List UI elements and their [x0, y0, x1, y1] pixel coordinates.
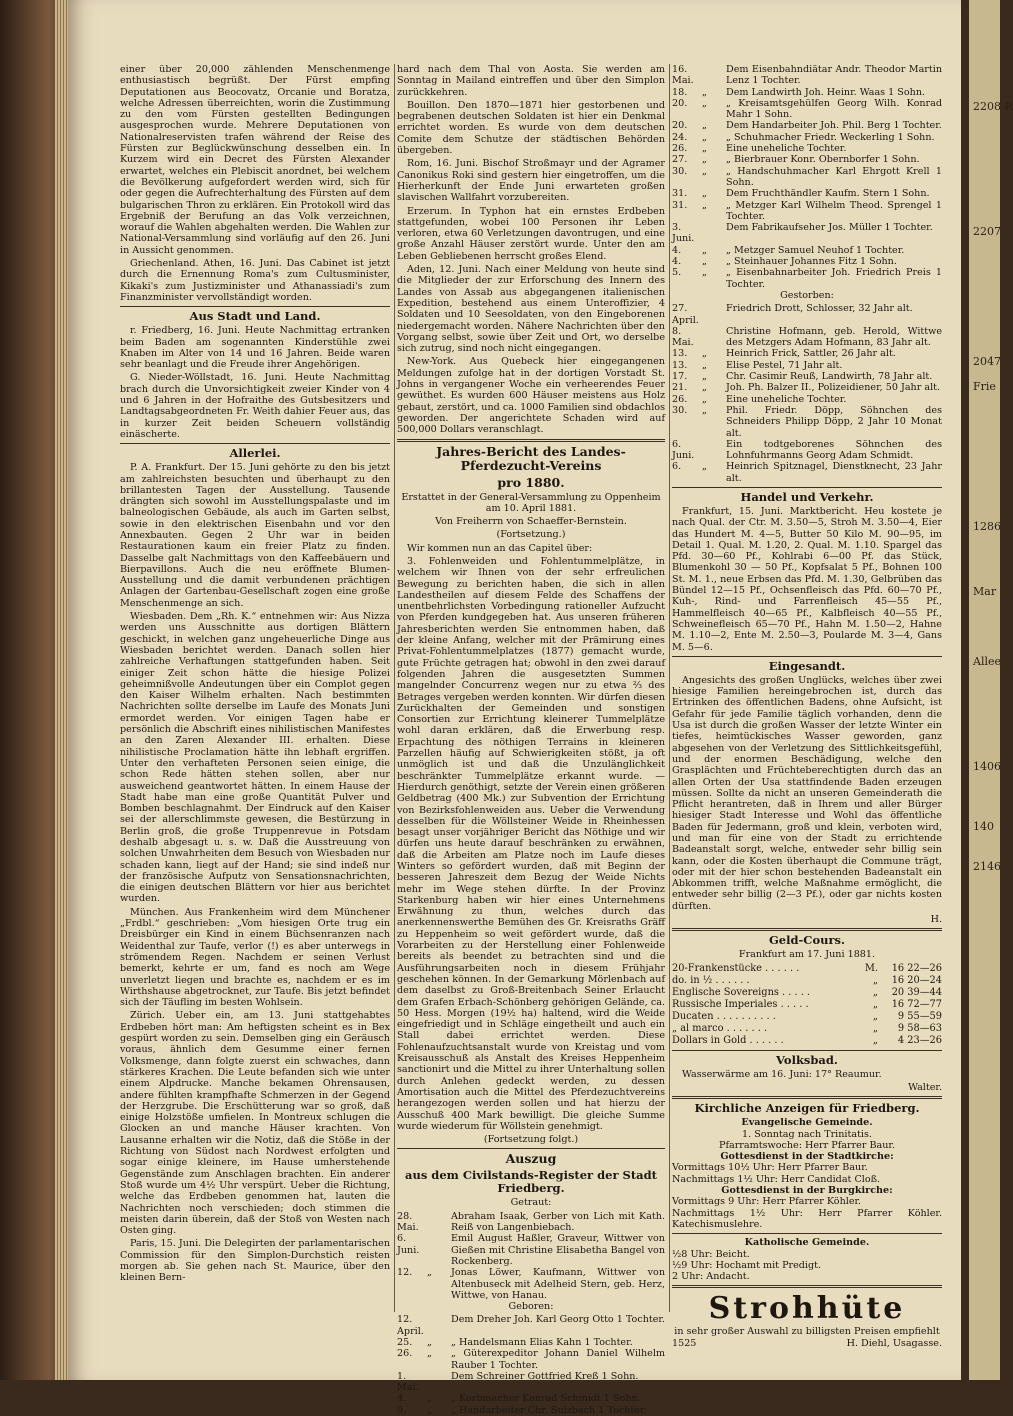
- entry-month-mark: „: [702, 256, 707, 268]
- article-text: hard nach dem Thal von Aosta. Sie werden am Sonntag in Mailand eintreffen und über den Simplon zurückkehren.: [397, 64, 665, 98]
- exchange-rate-table: [672, 963, 942, 1047]
- entry-date: 6. Juni.: [672, 438, 695, 462]
- adjacent-page-fragment: 140: [973, 820, 994, 833]
- entry-text: Dem Schreiner Gottfried Kreß 1 Sohn.: [451, 1370, 639, 1382]
- service-line: 2 Uhr: Andacht.: [672, 1271, 750, 1283]
- service-line: Gottesdienst in der Stadtkirche:: [720, 1151, 894, 1163]
- entry-text: „ Handelsmann Elias Kahn 1 Tochter.: [451, 1336, 633, 1348]
- register-entry: [672, 188, 942, 199]
- register-entry: [672, 132, 942, 143]
- entry-date: 12. April.: [397, 1314, 424, 1337]
- divider: [672, 1285, 942, 1288]
- register-entry: [672, 200, 942, 223]
- entry-date: 16. Mai.: [672, 64, 694, 87]
- entry-date: 28. Mai.: [397, 1210, 419, 1234]
- entry-month-mark: „: [702, 461, 707, 473]
- entry-text: Dem Dreher Joh. Karl Georg Otto 1 Tochter.: [451, 1314, 665, 1326]
- subheading: Evangelische Gemeinde.: [741, 1117, 873, 1129]
- entry-month-mark: „: [702, 393, 707, 405]
- adjacent-page-fragment: 1406: [973, 760, 1001, 773]
- entry-text: „ Metzger Samuel Neuhof 1 Tochter.: [726, 244, 905, 256]
- divider: [672, 656, 942, 657]
- register-entry: [397, 1371, 665, 1394]
- register-entry: [672, 360, 942, 371]
- entry-month-mark: „: [702, 267, 707, 279]
- register-entry: [672, 222, 942, 245]
- register-subtitle: aus dem Civilstands-Register der Stadt Friedberg.: [405, 1168, 657, 1196]
- entry-month-mark: [702, 303, 726, 326]
- entry-date: 20.: [672, 120, 688, 132]
- register-entry: [672, 98, 942, 121]
- entry-month-mark: „: [702, 165, 707, 177]
- entry-month-mark: „: [427, 1404, 432, 1416]
- register-entry: [397, 1393, 665, 1404]
- entry-text: Christine Hofmann, geb. Herold, Wittwe des Metzgers Adam Hofmann, 83 Jahr alt.: [726, 325, 942, 349]
- exchange-rate-row: [672, 987, 942, 999]
- exchange-subtitle: Frankfurt am 17. Juni 1881.: [738, 949, 876, 961]
- register-entry: [672, 64, 942, 87]
- entry-month-mark: „: [427, 1336, 432, 1348]
- entry-date: 5.: [672, 267, 682, 279]
- register-section-label: Getraut:: [510, 1197, 552, 1209]
- entry-date: 6.: [672, 461, 682, 473]
- entry-date: 26.: [672, 143, 688, 155]
- entry-date: 20.: [672, 97, 688, 109]
- register-entry: [672, 439, 942, 462]
- entry-text: „ Eisenbahnarbeiter Joh. Friedrich Preis 1 Tochter.: [726, 267, 942, 290]
- article-text: Aden, 12. Juni. Nach einer Meldung von heute sind die Mitglieder der zur Erforschung des Innern des Landes von Assab aus abgegangenen italienischen Expedition, bestehend aus einem Unteroffizier, 4 Soldaten und 10 Seesoldaten, von den Eingeborenen niedergemacht worden. Nähere Nachrichten über den Vorgang selbst, sowie über Zeit und Ort, wo derselbe sich zutrug, sind noch nicht eingegangen.: [397, 264, 665, 355]
- service-line: ½9 Uhr: Hochamt mit Predigt.: [672, 1259, 822, 1271]
- currency-rate: 9 58—63: [897, 1022, 942, 1034]
- advertisement-signature: H. Diehl, Usagasse.: [846, 1337, 942, 1349]
- currency-rate: 16 22—26: [891, 962, 942, 974]
- divider: [672, 1096, 942, 1099]
- currency-name: Ducaten . . . . . . . . . .: [672, 1010, 776, 1022]
- adjacent-page-fragment: 2047: [973, 355, 1001, 368]
- adjacent-page-fragment: Mar: [973, 585, 997, 598]
- currency-unit: „: [872, 974, 878, 986]
- entry-text: „ Handschuhmacher Karl Ehrgott Krell 1 Sohn.: [726, 165, 942, 188]
- entry-month-mark: [427, 1211, 451, 1234]
- register-entry: [672, 154, 942, 165]
- entry-text: Heinrich Frick, Sattler, 26 Jahr alt.: [726, 348, 896, 360]
- entry-text: Jonas Löwer, Kaufmann, Wittwer von Altenbuseck mit Adelheid Stern, geb. Herz, Wittwe, von Hanau.: [451, 1267, 665, 1301]
- currency-name: „ al marco . . . . . . .: [672, 1022, 768, 1034]
- entry-text: „ Schuhmacher Friedr. Weckerling 1 Sohn.: [726, 131, 935, 143]
- entry-text: Dem Handarbeiter Joh. Phil. Berg 1 Tochter.: [726, 120, 942, 132]
- adjacent-page-fragment: Allee: [973, 655, 1001, 668]
- entry-text: Chr. Casimir Reuß, Landwirth, 78 Jahr alt.: [726, 371, 933, 383]
- article-text: Rom, 16. Juni. Bischof Stroßmayr und der Agramer Canonikus Roki sind gestern hier eingetroffen, um die Hierherkunft der Ende Juni erwarteten großen slavischen Wallfahrt vorzubereiten.: [397, 158, 665, 204]
- article-text: Angesichts des großen Unglücks, welches über zwei hiesige Familien hereingebrochen ist, durch das Ertrinken des öffentlichen Badens, ohne Aufsicht, ist Gefahr für jede Familie täglich vorhanden, denn die Usa ist durch die großen Wasser der letzte Winter ein tiefes, heimtückisches Wasser geworden, ganz abgesehen von der Verletzung des Sittlichkeitsgefühl, und der enormen Beschädigung, welche den Grasplächten und Früchteberechtigten durch das an allen Orten der Usa stattfindende Baden erzeugen müssen. Sollte da nicht an unseren Gemeinderath die Pflicht herantreten, daß in Ihrem und aller Bürger hiesiger Stadt Interesse und Wohl das öffentliche Baden für Jedermann, groß und klein, verboten wird, und man für eine von der Stadt zu errichtende Badeanstalt sorgt, welche, entweder sehr billig sein kann, oder die Kosten überhaupt die Commune trägt, oder mit der hier schon bestehenden Badeanstalt ein Abkommen trifft, welche Maßnahme ermöglicht, die entweder sehr billig (2—3 Pf.), oder gar nichts kosten dürften.: [672, 674, 942, 912]
- entry-date: 24.: [672, 131, 688, 143]
- register-entry: [672, 245, 942, 256]
- marriage-list: [397, 1211, 665, 1301]
- adjacent-page-fragment: 1286: [973, 520, 1001, 533]
- section-heading: Geld-Cours.: [768, 933, 846, 948]
- entry-month-mark: „: [702, 404, 707, 416]
- entry-date: 4.: [672, 256, 682, 268]
- entry-text: Abraham Isaak, Gerber von Lich mit Kath. Reiß von Langenbiebach.: [451, 1210, 665, 1234]
- service-line: Gottesdienst in der Burgkirche:: [721, 1185, 893, 1197]
- entry-month-mark: „: [427, 1393, 432, 1405]
- currency-rate: 9 55—59: [897, 1010, 942, 1022]
- exchange-rate-row: [672, 999, 942, 1011]
- continued-note: (Fortsetzung folgt.): [483, 1134, 579, 1146]
- service-line: ½8 Uhr: Beicht.: [672, 1248, 750, 1260]
- column-1: [120, 64, 390, 1286]
- report-subtitle: Erstattet in der General-Versammlung zu Oppenheim am 10. April 1881.: [401, 491, 661, 514]
- register-entry: [672, 143, 942, 154]
- section-heading: Eingesandt.: [768, 658, 846, 673]
- entry-month-mark: „: [702, 97, 707, 109]
- entry-text: „ Güterexpeditor Johann Daniel Wilhelm Rauber 1 Tochter.: [451, 1348, 665, 1371]
- entry-date: 4.: [672, 244, 682, 256]
- service-line: 1. Sonntag nach Trinitatis.: [742, 1128, 872, 1140]
- entry-month-mark: [427, 1314, 451, 1337]
- article-text: München. Aus Frankenheim wird dem Münchener „Frdbl.“ geschrieben: „Vom hiesigen Orte trug ein Dreisbürger ein Kind in einem Büchsenranzen nach Weidenthal zur Taufe, verlor (!) es aber unterwegs in strömendem Regen. Nachdem er seinen Verlust bemerkt, kehrte er um, fand es noch am Wege unverletzt liegen und brachte es, nachdem er es im Wirthshause abgetrocknet, zur Taufe. Bis jetzt befindet sich der Täufling im besten Wohlsein.: [120, 906, 390, 1009]
- entry-month-mark: [702, 64, 726, 87]
- currency-unit: „: [872, 986, 878, 998]
- currency-rate: 4 23—26: [897, 1034, 942, 1046]
- column-2: [397, 64, 665, 1416]
- entry-text: Eine uneheliche Tochter.: [726, 143, 847, 155]
- article-text: P. A. Frankfurt. Der 15. Juni gehörte zu den bis jetzt am zahlreichsten besuchten und überhaupt zu den brillantesten Tagen der Ausstellung. Tausende drängten sich sowohl im Ausstellungspalaste und im balneologischen Gebäude, als auch im Garten selbst, sowie in den elektrischen Eisenbahn und vor den Annexbauten. Gegen 2 Uhr war in beiden Restaurationen kaum ein freier Platz zu finden. Dasselbe galt Nachmittags von den Kaffeebäuern und Bierpavillons. Auch die neu eröffnete Blumen-Ausstellung und die damit verbundenen prächtigen Anlagen der Gartenbau-Gesellschaft zogen eine große Menschenmenge an sich.: [120, 462, 390, 609]
- column-rule: [669, 64, 670, 1312]
- entry-text: „ Kreisamtsgehülfen Georg Wilh. Konrad Mahr 1 Sohn.: [726, 97, 942, 121]
- entry-date: 4.: [397, 1393, 407, 1405]
- service-line: Vormittags 9 Uhr: Herr Pfarrer Köhler.: [672, 1196, 862, 1208]
- entry-text: Elise Pestel, 71 Jahr alt.: [726, 359, 843, 371]
- entry-month-mark: „: [427, 1348, 432, 1360]
- currency-name: 20-Frankenstücke . . . . . .: [672, 962, 800, 974]
- entry-text: „ Bierbrauer Konr. Obernborfer 1 Sohn.: [726, 154, 920, 166]
- entry-month-mark: „: [702, 120, 707, 132]
- currency-name: Russische Imperiales . . . . .: [672, 998, 809, 1010]
- register-entry: [672, 256, 942, 267]
- entry-date: 31.: [672, 188, 688, 200]
- divider: [397, 439, 665, 442]
- entry-month-mark: [427, 1371, 451, 1394]
- entry-text: Friedrich Drott, Schlosser, 32 Jahr alt.: [726, 303, 913, 315]
- section-heading: Aus Stadt und Land.: [189, 309, 321, 324]
- register-entry: [672, 326, 942, 349]
- divider: [120, 306, 390, 307]
- entry-text: „ Handarbeiter Chr. Sulzbach 1 Tochter.: [451, 1404, 647, 1416]
- death-list: [672, 303, 942, 484]
- entry-text: Phil. Friedr. Döpp, Söhnchen des Schneiders Philipp Döpp, 2 Jahr 10 Monat alt.: [726, 404, 942, 439]
- currency-name: Dollars in Gold . . . . . .: [672, 1034, 784, 1046]
- entry-month-mark: [702, 326, 726, 349]
- entry-date: 6. Juni.: [397, 1233, 420, 1256]
- register-title: Auszug: [505, 1151, 557, 1167]
- exchange-rate-row: [672, 1011, 942, 1023]
- entry-month-mark: „: [702, 199, 707, 211]
- entry-text: Ein todtgeborenes Söhnchen des Lohnfuhrmanns Georg Adam Schmidt.: [726, 438, 942, 462]
- entry-month-mark: „: [702, 143, 707, 155]
- article-text: Bouillon. Den 1870—1871 hier gestorbenen und begrabenen deutschen Soldaten ist hier ein Denkmal errichtet worden. Es wurde von dem deutschen Comite dem Schutze der städtischen Behörden übergeben.: [397, 99, 665, 157]
- exchange-rate-row: [672, 1023, 942, 1035]
- article-text: r. Friedberg, 16. Juni. Heute Nachmittag ertranken beim Baden am sogenannten Kinderstühle zwei Knaben im Alter von 14 und 16 Jahren. Beide waren sehr beanlagt und die Freude ihrer Angehörigen.: [120, 325, 390, 371]
- service-line: Vormittags 10½ Uhr: Herr Pfarrer Baur.: [672, 1162, 868, 1174]
- register-entry: [397, 1314, 665, 1337]
- register-entry: [397, 1233, 665, 1267]
- entry-month-mark: [702, 222, 726, 245]
- currency-unit: „: [872, 1022, 878, 1034]
- report-continuation: (Fortsetzung.): [496, 529, 566, 541]
- entry-date: 26.: [672, 393, 688, 405]
- register-entry: [397, 1348, 665, 1371]
- entry-date: 1. Mai.: [397, 1370, 419, 1394]
- register-entry: [672, 382, 942, 393]
- advertisement-number: 1525: [672, 1337, 697, 1349]
- register-entry: [672, 166, 942, 189]
- article-text: Wasserwärme am 16. Juni: 17° Reaumur.: [682, 1068, 882, 1080]
- birth-list: [397, 1314, 665, 1416]
- advertisement-title: Strohhüte: [708, 1291, 906, 1327]
- register-section-label: Geboren:: [508, 1301, 554, 1313]
- entry-text: Dem Landwirth Joh. Heinr. Waas 1 Sohn.: [726, 86, 926, 98]
- article-text: einer über 20,000 zählenden Menschenmenge enthusiastisch begrüßt. Der Fürst empfing Deputationen aus Beocovatz, Orcanie und Boratza, welche Adressen überreichten, worin die Zustimmung zu den vom Fürsten gestellten Bedingungen ausgesprochen wurde. Mehrere Deputationen von Nationalreservisten trafen während der Reise des Fürsten zur Beglückwünschung desselben ein. In Kurzem wird ein Decret des Fürsten Alexander erwartet, welches ein Plebiscit anordnet, bei welchem die Bevölkerung aufgefordert werden wird, sich für oder gegen die Aufrechterhaltung des Fürsten auf dem bulgarischen Thron zu erklären. Ein Protokoll wird das Ergebniß der Berufung an das Volk verzeichnen, worauf die Wahlen abgehalten werden. Die Wahlen zur National-Versammlung sind vorläufig auf den 26. Juni in Aussicht genommen.: [120, 64, 390, 256]
- article-text: Griechenland. Athen, 16. Juni. Das Cabinet ist jetzt durch die Ernennung Roma's zum Cultusminister, Kikaki's zum Justizminister und Athanassiadi's zum Finanzminister vervollständigt worden.: [120, 258, 390, 303]
- entry-month-mark: „: [427, 1267, 432, 1279]
- register-entry: [397, 1405, 665, 1416]
- register-entry: [397, 1211, 665, 1234]
- entry-date: 17.: [672, 371, 688, 383]
- article-text: Wiesbaden. Dem „Rh. K.“ entnehmen wir: Aus Nizza werden uns Ausschnitte aus dortigen Blättern geschickt, in welchen ganz ungeheuerliche Dinge aus Wiesbaden berichtet werden. Danach sollen hier zahlreiche Verhaftungen stattgefunden haben. Seit einiger Zeit schon hätte die hiesige Polizei geheimnißvolle Andeutungen über ein Complot gegen den Kaiser Wilhelm erhalten. Nach bestimmten Nachrichten sollte derselbe im Laufe des Monats Juni ermordet werden. Vor einigen Tagen habe er persönlich die Abschrift eines nihilistischen Manifestes an den Zaren Alexander III. erhalten. Diese nihilistische Proclamation hätte ihn lebhaft ergriffen. Unter den verhafteten Personen seien einige, die schon Rede hätten stehen sollen, aber nur ausweichend geantwortet hätten. In einem Hause der Stadt habe man eine große Quantität Pulver und Bomben beschlagnahmt. Der Eindruck auf den Kaiser sei der allerschlimmste gewesen, die Bestürzung in Berlin groß, die große Truppenrevue in Potsdam deshalb abgesagt u. s. w. Daß die Ausstreuung von solchen Unwahrheiten dem Besuch von Wiesbaden nur schaden kann, liegt auf der Hand; sie sind indeß nur der französische Aufputz von Sensationsnachrichten, die einigen deutschen Blättern vor hier aus berichtet wurden.: [120, 611, 390, 905]
- currency-name: Englische Sovereigns . . . . .: [672, 986, 811, 998]
- entry-text: Emil August Haßler, Graveur, Wittwer von Gießen mit Christine Elisabetha Bangel von Rockenberg.: [451, 1233, 665, 1267]
- article-text: Wir kommen nun an das Capitel über:: [407, 542, 593, 554]
- entry-month-mark: „: [702, 154, 707, 166]
- currency-unit: „: [872, 1034, 878, 1046]
- advertisement-footer: [672, 1338, 942, 1349]
- entry-date: 31.: [672, 199, 688, 211]
- entry-date: 8. Mai.: [672, 325, 694, 349]
- subheading: Katholische Gemeinde.: [744, 1237, 870, 1249]
- entry-month-mark: [427, 1233, 451, 1267]
- section-heading: Handel und Verkehr.: [740, 489, 874, 504]
- currency-name: do. in ½ . . . . . .: [672, 974, 750, 986]
- exchange-rate-row: [672, 1035, 942, 1047]
- register-entry: [672, 371, 942, 382]
- currency-rate: 20 39—44: [891, 986, 942, 998]
- register-entry: [672, 120, 942, 131]
- entry-month-mark: „: [702, 371, 707, 383]
- adjacent-page-fragment: 2208 R: [973, 100, 1013, 113]
- entry-month-mark: „: [702, 348, 707, 360]
- entry-text: „ Metzger Karl Wilhelm Theod. Sprengel 1 Tochter.: [726, 199, 942, 222]
- entry-date: 9.: [397, 1404, 407, 1416]
- report-author: Von Freiherrn von Schaeffer-Bernstein.: [435, 516, 627, 528]
- entry-date: 13.: [672, 359, 688, 371]
- entry-date: 27.: [672, 154, 688, 166]
- signature: H.: [930, 914, 942, 926]
- currency-unit: M.: [864, 962, 878, 974]
- entry-date: 12.: [397, 1267, 413, 1279]
- register-entry: [672, 87, 942, 98]
- entry-month-mark: „: [702, 359, 707, 371]
- register-entry: [672, 303, 942, 326]
- article-text: G. Nieder-Wöllstadt, 16. Juni. Heute Nachmittag brach durch die Unvorsichtigkeit zweier Kinder von 4 und 6 Jahren in der Hofraithe des Gutsbesitzers und Landtagsabgeordneten Fr. Weith dahier Feuer aus, das in kurzer Zeit beiden Scheuern vollständig einäscherte.: [120, 372, 390, 440]
- entry-text: Dem Eisenbahndiätar Andr. Theodor Martin Lenz 1 Tochter.: [726, 64, 942, 87]
- service-line: Nachmittags 1½ Uhr: Herr Pfarrer Köhler. Katechismuslehre.: [672, 1207, 942, 1230]
- report-title: Jahres-Bericht des Landes-Pferdezucht-Vereins: [436, 443, 626, 473]
- currency-unit: „: [872, 998, 878, 1010]
- adjacent-page-fragment: Frie: [973, 380, 996, 393]
- advertisement-text: in sehr großer Auswahl zu billigsten Preisen empfiehlt: [674, 1326, 940, 1338]
- article-text: Frankfurt, 15. Juni. Marktbericht. Heu kostete je nach Qual. der Ctr. M. 3.50—5, Stroh M. 3.50—4, Eier das Hundert M. 4—5, Butter 50 Kilo M. 90—95, im Detail 1. Qual. M. 1.20, 2. Qual. M. 1.10. Spargel das Pfd. 30—60 Pf., Kohlrabi 6—00 Pf. das Stück, Blumenkohl 30 — 50 Pf., Kopfsalat 5 Pf., Bohnen 100 St. M. 1., neue Erbsen das Pfd. M. 1.30, Gelbrüben das Bündel 12—15 Pf., Ochsenfleisch das Pfd. 60—70 Pf., Kuh-, Rind- und Farrenfleisch 45—55 Pf., Hammelfleisch 40—65 Pf., Kalbfleisch 40—55 Pf., Schweinefleisch 65—70 Pf., Hahn M. 1.50—2, Hahne M. 1.10—2, Ente M. 2.50—3, Poularde M. 3—4, Gans M. 5—6.: [672, 505, 942, 653]
- entry-text: „ Korbmacher Konrad Schmidt 1 Sohn.: [451, 1393, 641, 1405]
- gutter: [961, 0, 969, 1380]
- divider: [672, 1233, 942, 1234]
- article-text: Erzerum. In Typhon hat ein ernstes Erdbeben stattgefunden, wobei 100 Personen ihr Leben verloren, etwa 60 Verletzungen davontrugen, und eine große Anzahl Häuser zerstört wurde. Unter den am Leben Gebliebenen herrscht großes Elend.: [397, 205, 665, 262]
- register-entry: [397, 1267, 665, 1301]
- register-section-label: Gestorben:: [780, 289, 834, 301]
- entry-date: 30.: [672, 404, 688, 416]
- article-text: Paris, 15. Juni. Die Delegirten der parlamentarischen Commission für den Simplon-Durchstich reisten morgen ab. Sie gehen nach St. Maurice, über den kleinen Bern-: [120, 1238, 390, 1284]
- service-line: Nachmittags 1½ Uhr: Herr Candidat Cloß.: [672, 1173, 881, 1185]
- entry-month-mark: „: [702, 131, 707, 143]
- report-title-year: pro 1880.: [497, 474, 565, 490]
- divider: [120, 443, 390, 444]
- entry-text: Eine uneheliche Tochter.: [726, 393, 847, 405]
- entry-date: 26.: [397, 1348, 413, 1360]
- article-text: 3. Fohlenweiden und Fohlentummelplätze, in welchem wir Ihnen von der sehr erfreulichen Bewegung zu berichten haben, die sich in allen Landestheilen auf diesem Felde des Schaffens der unentbehrlichsten Vorbedingung rationeller Aufzucht von Pferden kundgegeben hat. Aus unseren früheren Jahresberichten werden Sie entnommen haben, daß der kleine Anfang, welcher mit der Prämirung eines Privat-Fohlentummelplatzes (1877) gemacht wurde, gute Früchte getragen hat; obwohl in den zwei darauf folgenden Jahren die ausgesetzten Summen mangelnder Concurrenz wegen nur zu etwa ⅔ des Betrages vergeben werden konnten. Wir dürfen diesen Zurückhalten der Gemeinden und sonstigen Consortien zur Errichtung kleinerer Tummelplätze wohl daran erklären, daß die Erwerbung resp. Erpachtung des nöthigen Terrains in kleineren Parzellen häufig auf Schwierigkeiten stößt, ja oft unmöglich ist und daß die Unzulänglichkeit beschränkter Tummelplätze erkannt wurde. — Hierdurch genöthigt, setzte der Verein einen größeren Geldbetrag (400 Mk.) zur Subvention der Errichtung von Bezirksfohlenweiden aus. Ueber die Verwendung desselben für die Wöllsteiner Weide in Rheinhessen besagt unser vorjähriger Bericht das Nöthige und wir dürfen uns heute darauf beschränken zu erwähnen, daß die Arbeiten am Platze noch im Laufe dieses Winters so gefördert wurden, daß mit Beginn der besseren Jahreszeit dem Bezug der Weide Nichts mehr im Wege stehen dürfte. In der Provinz Starkenburg haben wir hier eines Unternehmens Erwähnung zu thun, welches durch das anerkennenswerthe Bemühen des Gr. Kreisraths Gräff zu Heppenheim so weit gefördert wurde, daß die Vorarbeiten zu der Herstellung einer Fohlenweide bereits als beendet zu betrachten sind und die Ausführungsarbeiten noch in diesem Frühjahr geschehen können. In der Gemarkung Mörlenbach auf dem daselbst zu Groß-Breitenbach Seiner Erlaucht dem Grafen Erbach-Schönberg gehörigen Gelände, ca. 50 Hess. Morgen (19½ ha) haltend, wird die Weide eingefriedigt und in Schläge eingetheilt und auch ein Stall dabei errichtet werden. Diese Fohlenaufzuchtsanstalt wurde von Kreistag und vom Kreisausschuß als Anstalt des Kreises Heppenheim sanctionirt und die Mittel zu ihrer Unterhaltung sollen durch Anlehen gedeckt werden, zu dessen Amortisation auch die Mittel des Pferdezuchtvereins herangezogen werden sollen und hat hierzu der Ausschuß 400 Mark bewilligt. Die gleiche Summe wurde wiederum für Wöllstein genehmigt.: [397, 555, 665, 1132]
- exchange-rate-row: [672, 975, 942, 987]
- entry-text: Heinrich Spitznagel, Dienstknecht, 23 Jahr alt.: [726, 461, 942, 484]
- entry-text: Dem Fruchthändler Kaufm. Stern 1 Sohn.: [726, 188, 930, 200]
- register-entry: [672, 461, 942, 484]
- divider: [397, 1148, 665, 1149]
- register-entry: [672, 348, 942, 359]
- entry-date: 25.: [397, 1336, 413, 1348]
- currency-unit: „: [872, 1010, 878, 1022]
- register-entry: [672, 394, 942, 405]
- page-stack-edge: [55, 0, 69, 1380]
- article-text: Zürich. Ueber ein, am 13. Juni stattgehabtes Erdbeben hört man: Am heftigsten scheint es in Bex gespürt worden zu sein. Demselben ging ein Geräusch voraus, ähnlich dem Gesumme einer fernen Volksmenge, dann folgte zuerst ein schwaches, dann stärkeres Krachen. Die Leute befanden sich wie unter einem Alpdrucke. Manche bekamen Ohrensausen, andere fühlten krampfhafte Schmerzen in der Gegend der Herzgrube. Die Erschütterung war so groß, daß einige Holzstöße umfielen. In Montreux schlugen die Glocken an und manche Häuser krachten. Von Lausanne erhalten wir die Notiz, daß die Stöße in der Richtung von Südost nach Nordwest erfolgten und sogar einige kleinere, im Hause umherstehende Gegenstände zum Anschlagen brachten. Ein anderer Stoß wurde um 4½ Uhr verspürt. Ueber die Richtung, welche das Erdbeben genommen hat, lauten die Nachrichten noch verschieden; doch stimmen die meisten darin überein, daß der Stoß von Westen nach Osten ging.: [120, 1010, 390, 1237]
- entry-date: 27. April.: [672, 303, 699, 326]
- adjacent-page-fragment: 2207: [973, 225, 1001, 238]
- register-entry: [397, 1337, 665, 1348]
- entry-text: Joh. Ph. Balzer II., Polizeidiener, 50 Jahr alt.: [726, 382, 941, 394]
- entry-month-mark: „: [702, 86, 707, 98]
- section-heading: Volksbad.: [776, 1052, 838, 1067]
- entry-date: 30.: [672, 165, 688, 177]
- article-text: New-York. Aus Quebeck hier eingegangenen Meldungen zufolge hat in der dortigen Vorstadt St. Johns in vergangener Woche ein verheerendes Feuer gewüthet. Es wurden 600 Häuser meistens aus Holz gebaut, zerstört, und ca. 1000 Familien sind obdachlos geworden. Der angerichtete Schaden wird auf 500,000 Dollars veranschlagt.: [397, 356, 665, 436]
- register-entry: [672, 267, 942, 290]
- entry-month-mark: „: [702, 382, 707, 394]
- column-3: [672, 64, 942, 1349]
- section-heading: Kirchliche Anzeigen für Friedberg.: [694, 1101, 920, 1116]
- divider: [672, 1050, 942, 1051]
- entry-month-mark: „: [702, 188, 707, 200]
- column-rule: [394, 64, 395, 1312]
- entry-month-mark: „: [702, 244, 707, 256]
- entry-month-mark: [702, 439, 726, 462]
- currency-rate: 16 72—77: [891, 998, 942, 1010]
- adjacent-page-edge: [961, 0, 1013, 1380]
- divider: [672, 928, 942, 931]
- entry-date: 13.: [672, 348, 688, 360]
- entry-text: „ Steinhauer Johannes Fitz 1 Sohn.: [726, 256, 897, 268]
- signature: Walter.: [908, 1081, 942, 1093]
- register-entry: [672, 405, 942, 439]
- service-line: Pfarramtswoche: Herr Pfarrer Baur.: [719, 1139, 895, 1151]
- divider: [672, 487, 942, 488]
- entry-date: 21.: [672, 382, 688, 394]
- birth-list: [672, 64, 942, 290]
- exchange-rate-row: [672, 963, 942, 975]
- entry-date: 18.: [672, 86, 688, 98]
- entry-text: Dem Fabrikaufseher Jos. Müller 1 Tochter.: [726, 222, 933, 234]
- entry-date: 3. Juni.: [672, 222, 695, 245]
- section-heading: Allerlei.: [229, 446, 281, 461]
- currency-rate: 16 20—24: [891, 974, 942, 986]
- adjacent-page-fragment: 2146: [973, 860, 1001, 873]
